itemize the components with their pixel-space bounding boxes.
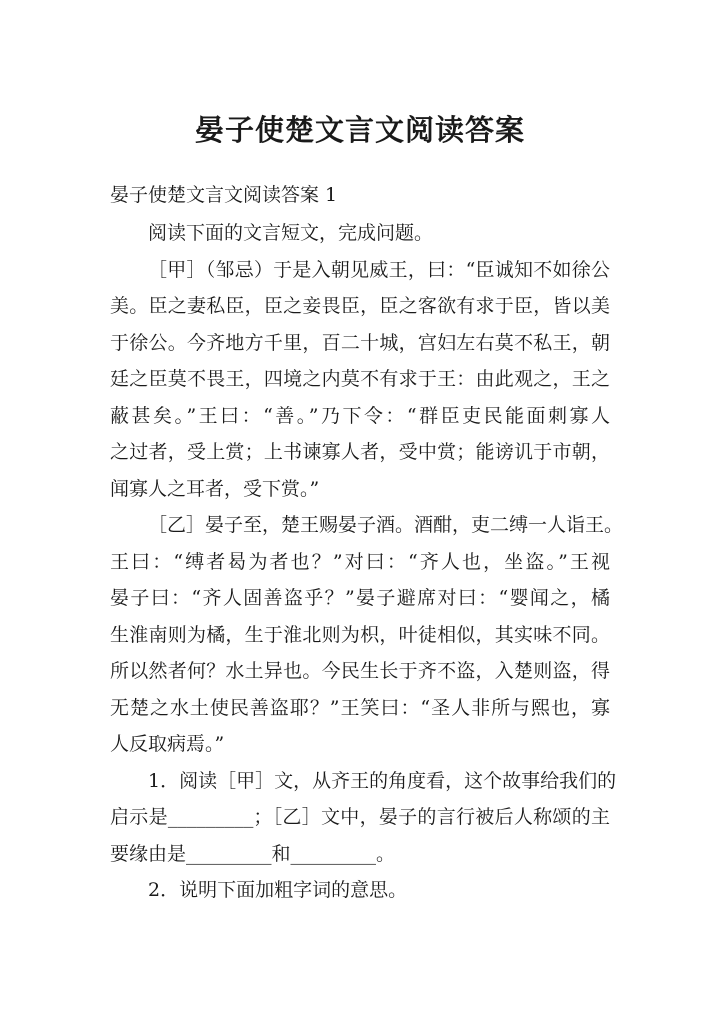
passage-a-line: 闻寡人之耳者，受下赏。” xyxy=(110,477,320,500)
question-1 xyxy=(110,763,617,873)
question-1-line: 1．阅读［甲］文，从齐王的角度看，这个故事给我们的 xyxy=(148,769,617,792)
passage-b-line: 人反取病焉。” xyxy=(110,733,225,755)
section-subtitle: 晏子使楚文言文阅读答案 1 xyxy=(110,184,338,206)
passage-a-line: 廷之臣莫不畏王，四境之内莫不有求于王：由此观之，王之 xyxy=(110,368,610,390)
passage-a xyxy=(110,252,610,508)
question-2: 2．说明下面加粗字词的意思。 xyxy=(148,879,408,901)
document-title: 晏子使楚文言文阅读答案 xyxy=(194,113,525,147)
passage-b-line: 生淮南则为橘，生于淮北则为枳，叶徒相似，其实味不同。 xyxy=(110,623,610,646)
question-1-line: 启示是_________；［乙］文中，晏子的言行被后人称颂的主 xyxy=(110,806,610,828)
passage-b-line: 王曰：“缚者曷为者也？”对曰：“齐人也，坐盗。”王视 xyxy=(110,550,610,573)
passage-a-line: 于徐公。今齐地方千里，百二十城，宫妇左右莫不私王，朝 xyxy=(110,331,610,354)
passage-b-line: 晏子曰：“齐人固善盗乎？”晏子避席对曰：“婴闻之，橘 xyxy=(110,587,610,609)
passage-a-line: 蔽甚矣。”王曰：“善。”乃下令：“群臣吏民能面刺寡人 xyxy=(110,404,610,427)
question-1-line: 要缘由是_________和_________。 xyxy=(110,842,396,865)
passage-b-line: 所以然者何？水土异也。今民生长于齐不盗，入楚则盗，得 xyxy=(110,660,610,682)
passage-a-line: 之过者，受上赏；上书谏寡人者，受中赏；能谤讥于市朝， xyxy=(110,441,610,463)
document-body xyxy=(110,175,624,909)
passage-a-line: ［甲］（邹忌）于是入朝见威王，曰：“臣诚知不如徐公 xyxy=(148,258,610,281)
instruction-text: 阅读下面的文言短文，完成问题。 xyxy=(148,222,434,244)
passage-b-line: ［乙］晏子至，楚王赐晏子酒。酒酣，吏二缚一人诣王。 xyxy=(148,514,624,536)
passage-a-line: 美。臣之妻私臣，臣之妾畏臣，臣之客欲有求于臣，皆以美 xyxy=(110,295,610,317)
passage-b-line: 无楚之水土使民善盗耶？”王笑曰：“圣人非所与熙也，寡 xyxy=(110,696,610,719)
passage-b xyxy=(110,507,624,763)
